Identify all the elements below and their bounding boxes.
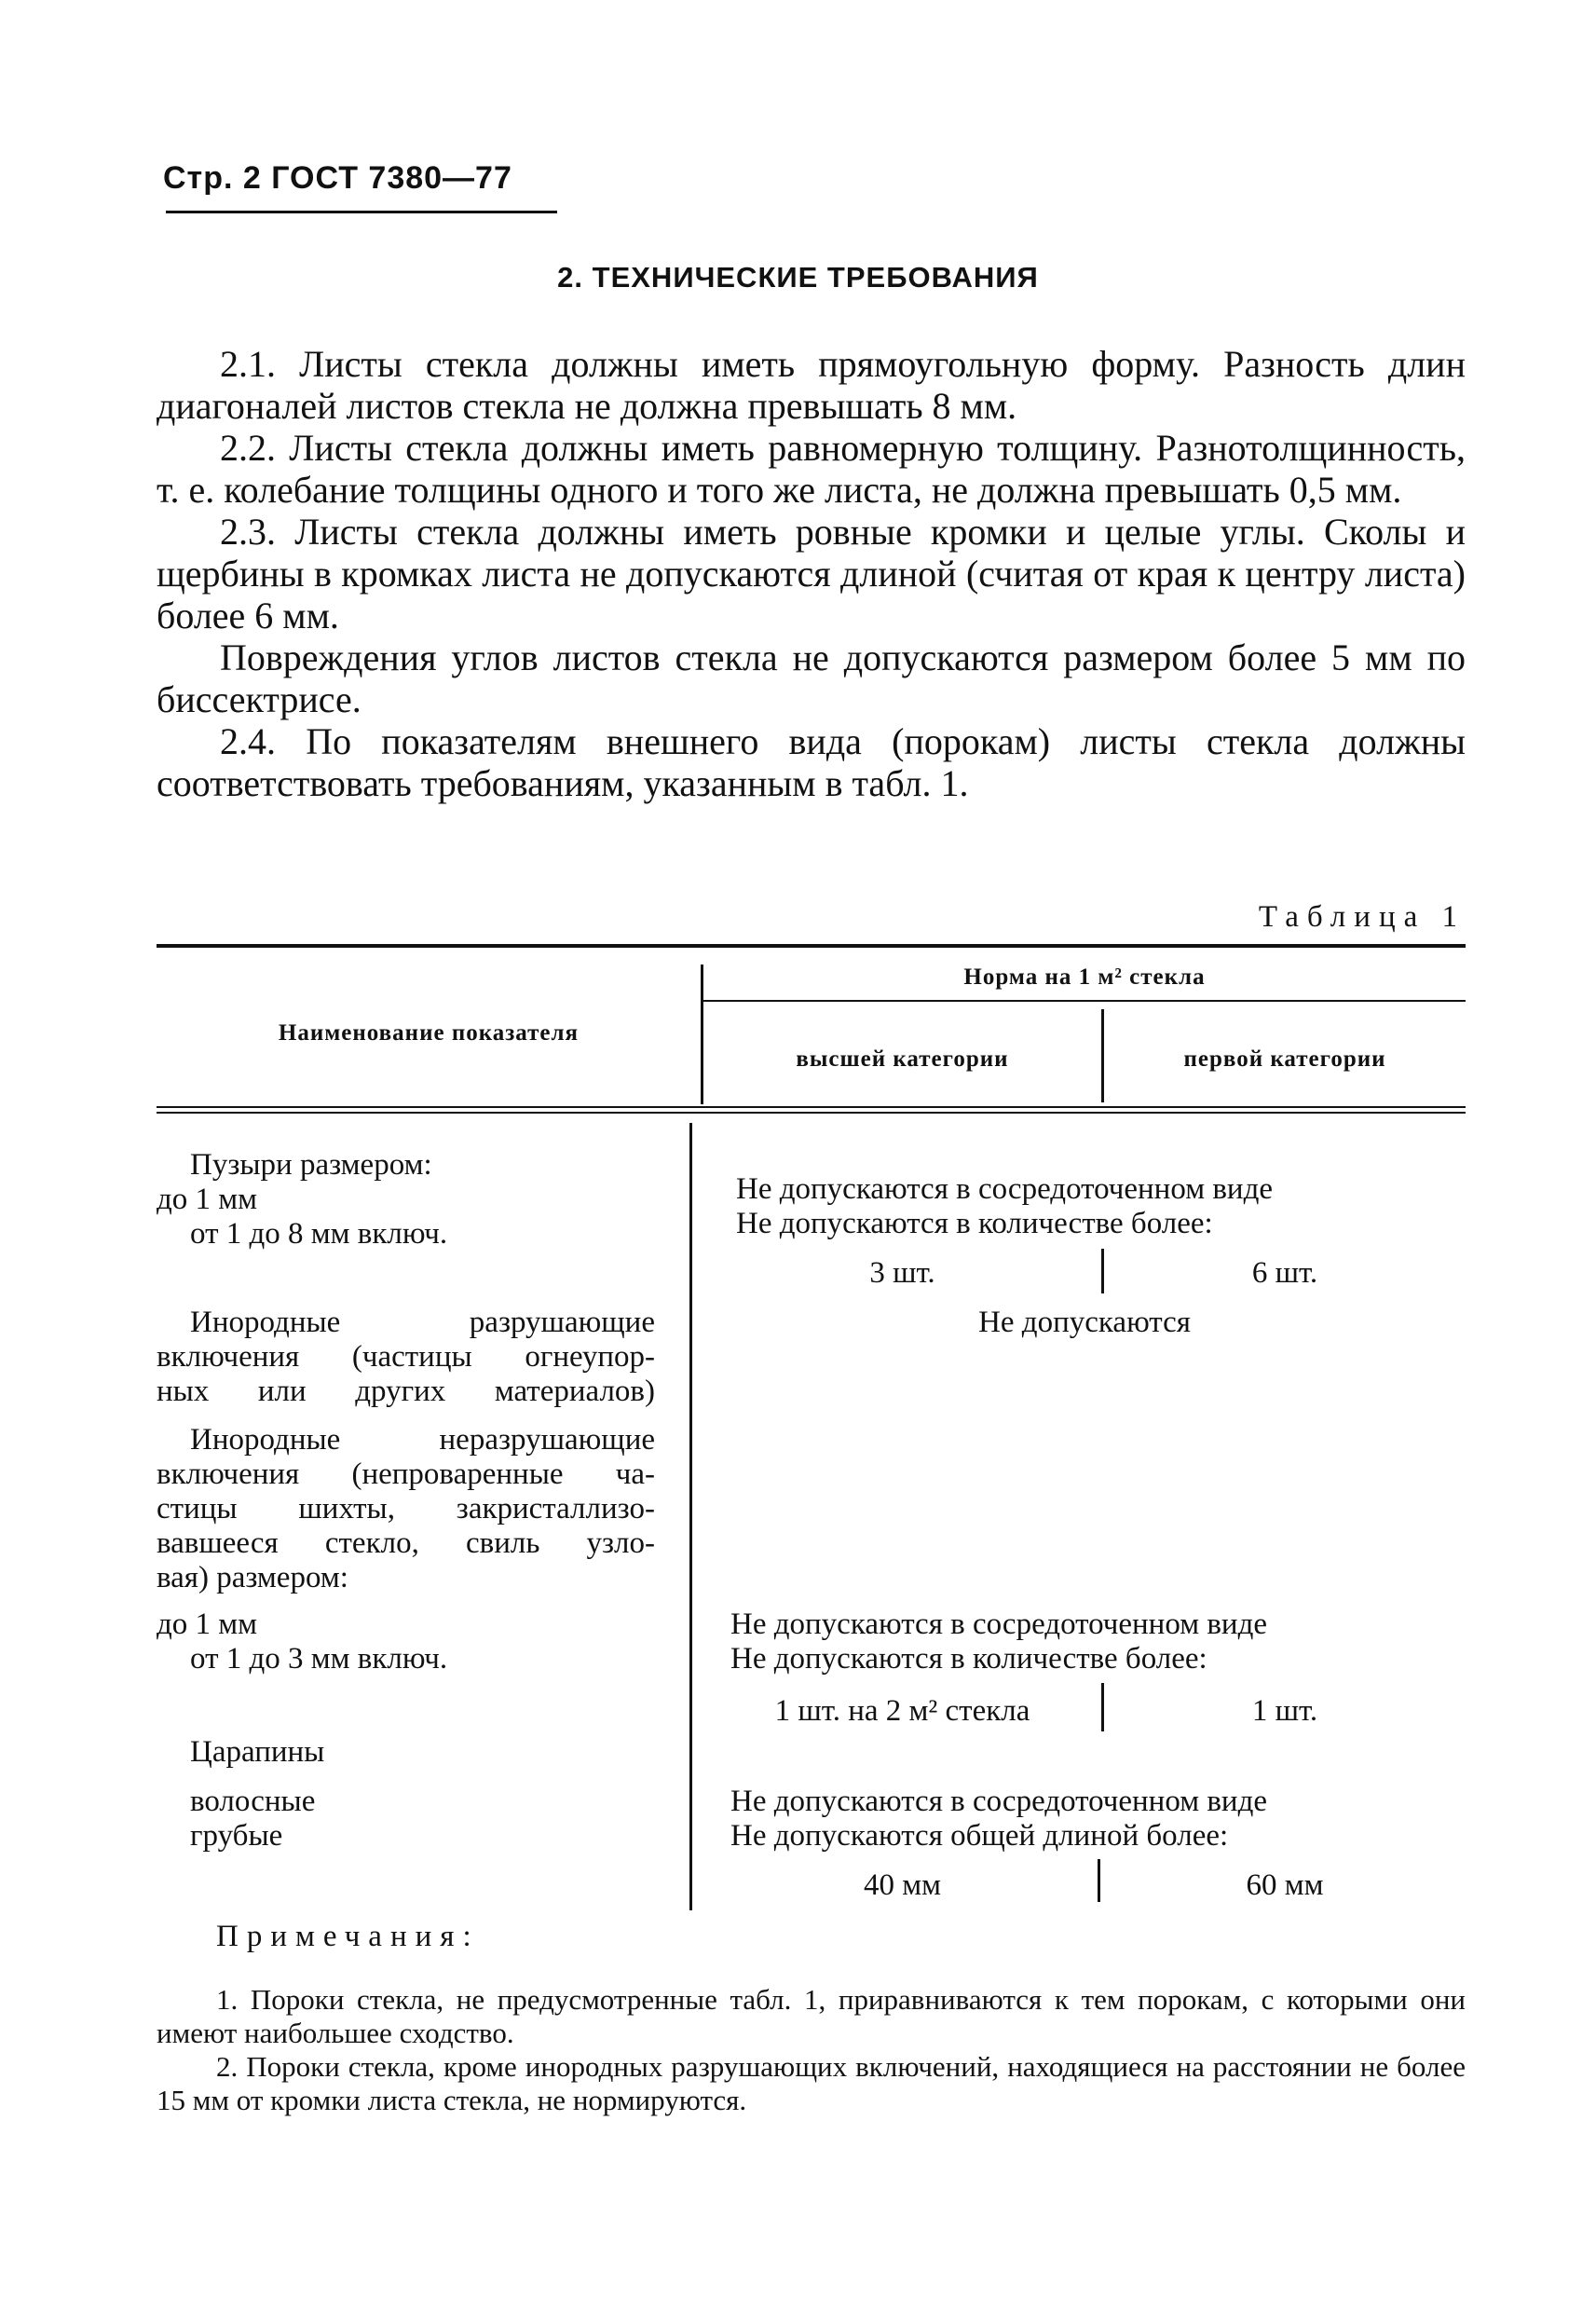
nondestructive-line-4: вавшееся стекло, свиль узло- <box>157 1526 655 1560</box>
row-inclusions-size-label <box>157 1607 655 1676</box>
table-label: Таблица 1 <box>1258 900 1466 934</box>
row-scratches-label <box>157 1735 655 1770</box>
scratches-title: Царапины <box>190 1735 325 1769</box>
destructive-line-1: Инородные разрушающие <box>190 1306 655 1339</box>
nondestructive-line-1: Инородные неразрушающие <box>190 1423 655 1457</box>
scratches-norm-1: Не допускаются в сосредоточенном виде <box>730 1785 1268 1818</box>
paragraph-2-3-damage: Повреждения углов листов стекла не допускаются размером более 5 мм по биссектрисе. <box>157 636 1466 720</box>
destructive-norm: Не допускаются <box>978 1306 1191 1339</box>
bubbles-title: Пузыри размером: <box>190 1148 432 1182</box>
inclusions-first-value: 1 шт. <box>1251 1694 1318 1728</box>
bubbles-norm-1: Не допускаются в сосредоточенном виде <box>736 1172 1274 1206</box>
bubbles-first-value: 6 шт. <box>1251 1256 1318 1290</box>
row-destructive-label <box>157 1306 655 1409</box>
table-subheader-rule <box>703 1000 1466 1002</box>
bubbles-norm-2: Не допускаются в количестве более: <box>736 1207 1213 1240</box>
inclusions-norm-2: Не допускаются в количестве более: <box>730 1642 1207 1676</box>
destructive-line-3: ных или других материалов) <box>157 1375 655 1408</box>
row-bubbles-label <box>157 1148 655 1252</box>
inclusions-highest-value: 1 шт. на 2 м² стекла <box>774 1694 1030 1728</box>
row-scratches-types-label <box>157 1785 655 1854</box>
notes-title: Примечания: <box>216 1920 480 1953</box>
nondestructive-line-2: включения (непроваренные ча- <box>157 1457 655 1491</box>
note-2: 2. Пороки стекла, кроме инородных разрушающих включений, находящиеся на расстоянии не более 15 мм от кромки листа стекла, не нормируются. <box>157 2050 1466 2116</box>
scratches-first-value: 60 мм <box>1246 1868 1324 1902</box>
page-header: Стр. 2 ГОСТ 7380—77 <box>163 160 512 196</box>
nondestructive-line-3: стицы шихты, закристаллизо- <box>157 1492 655 1525</box>
row-nondestructive-label <box>157 1423 655 1595</box>
inclusions-size-1: до 1 мм <box>157 1607 258 1641</box>
table-header-bottom-rule-2 <box>157 1112 1466 1114</box>
scratches-value-divider <box>1098 1859 1100 1902</box>
bubbles-size-1: до 1 мм <box>157 1183 258 1216</box>
scratches-hair: волосные <box>190 1785 316 1818</box>
section-title: 2. ТЕХНИЧЕСКИЕ ТРЕБОВАНИЯ <box>557 261 1039 294</box>
inclusions-size-2: от 1 до 3 мм включ. <box>190 1642 448 1676</box>
paragraph-2-2: 2.2. Листы стекла должны иметь равномерную толщину. Разнотолщинность, т. е. колебание толщины одного и того же листа, не должна превышать 0,5 мм. <box>157 427 1466 511</box>
paragraph-2-1: 2.1. Листы стекла должны иметь прямоугольную форму. Разность длин диагоналей листов стекла не должна превышать 8 мм. <box>157 343 1466 427</box>
table-body-divider <box>689 1123 692 1910</box>
header-rule <box>166 211 557 213</box>
scratches-rough: грубые <box>190 1819 283 1853</box>
header-first-category: первой категории <box>1183 1047 1386 1072</box>
header-norm: Норма на 1 м² стекла <box>963 964 1206 990</box>
table-header-bottom-rule-1 <box>157 1106 1466 1108</box>
bubbles-highest-value: 3 шт. <box>869 1256 935 1290</box>
paragraph-2-4: 2.4. По показателям внешнего вида (порокам) листы стекла должны соответствовать требованиям, указанным в табл. 1. <box>157 720 1466 804</box>
body-text <box>157 343 1466 804</box>
notes <box>157 1983 1466 2117</box>
header-indicator: Наименование показателя <box>278 1020 580 1046</box>
scratches-norm-2: Не допускаются общей длиной более: <box>730 1819 1229 1853</box>
nondestructive-line-5: вая) размером: <box>157 1561 348 1594</box>
inclusions-norm-1: Не допускаются в сосредоточенном виде <box>730 1607 1268 1641</box>
table-top-rule <box>157 944 1466 948</box>
header-highest-category: высшей категории <box>796 1047 1009 1072</box>
note-1: 1. Пороки стекла, не предусмотренные табл. 1, приравниваются к тем порокам, с которыми они имеют наибольшее сходство. <box>157 1983 1466 2049</box>
paragraph-2-3: 2.3. Листы стекла должны иметь ровные кромки и целые углы. Сколы и щербины в кромках листа не допускаются длиной (считая от края к центру листа) более 6 мм. <box>157 511 1466 636</box>
bubbles-size-2: от 1 до 8 мм включ. <box>190 1217 448 1251</box>
destructive-line-2: включения (частицы огнеупор- <box>157 1340 655 1374</box>
scratches-highest-value: 40 мм <box>863 1868 941 1902</box>
